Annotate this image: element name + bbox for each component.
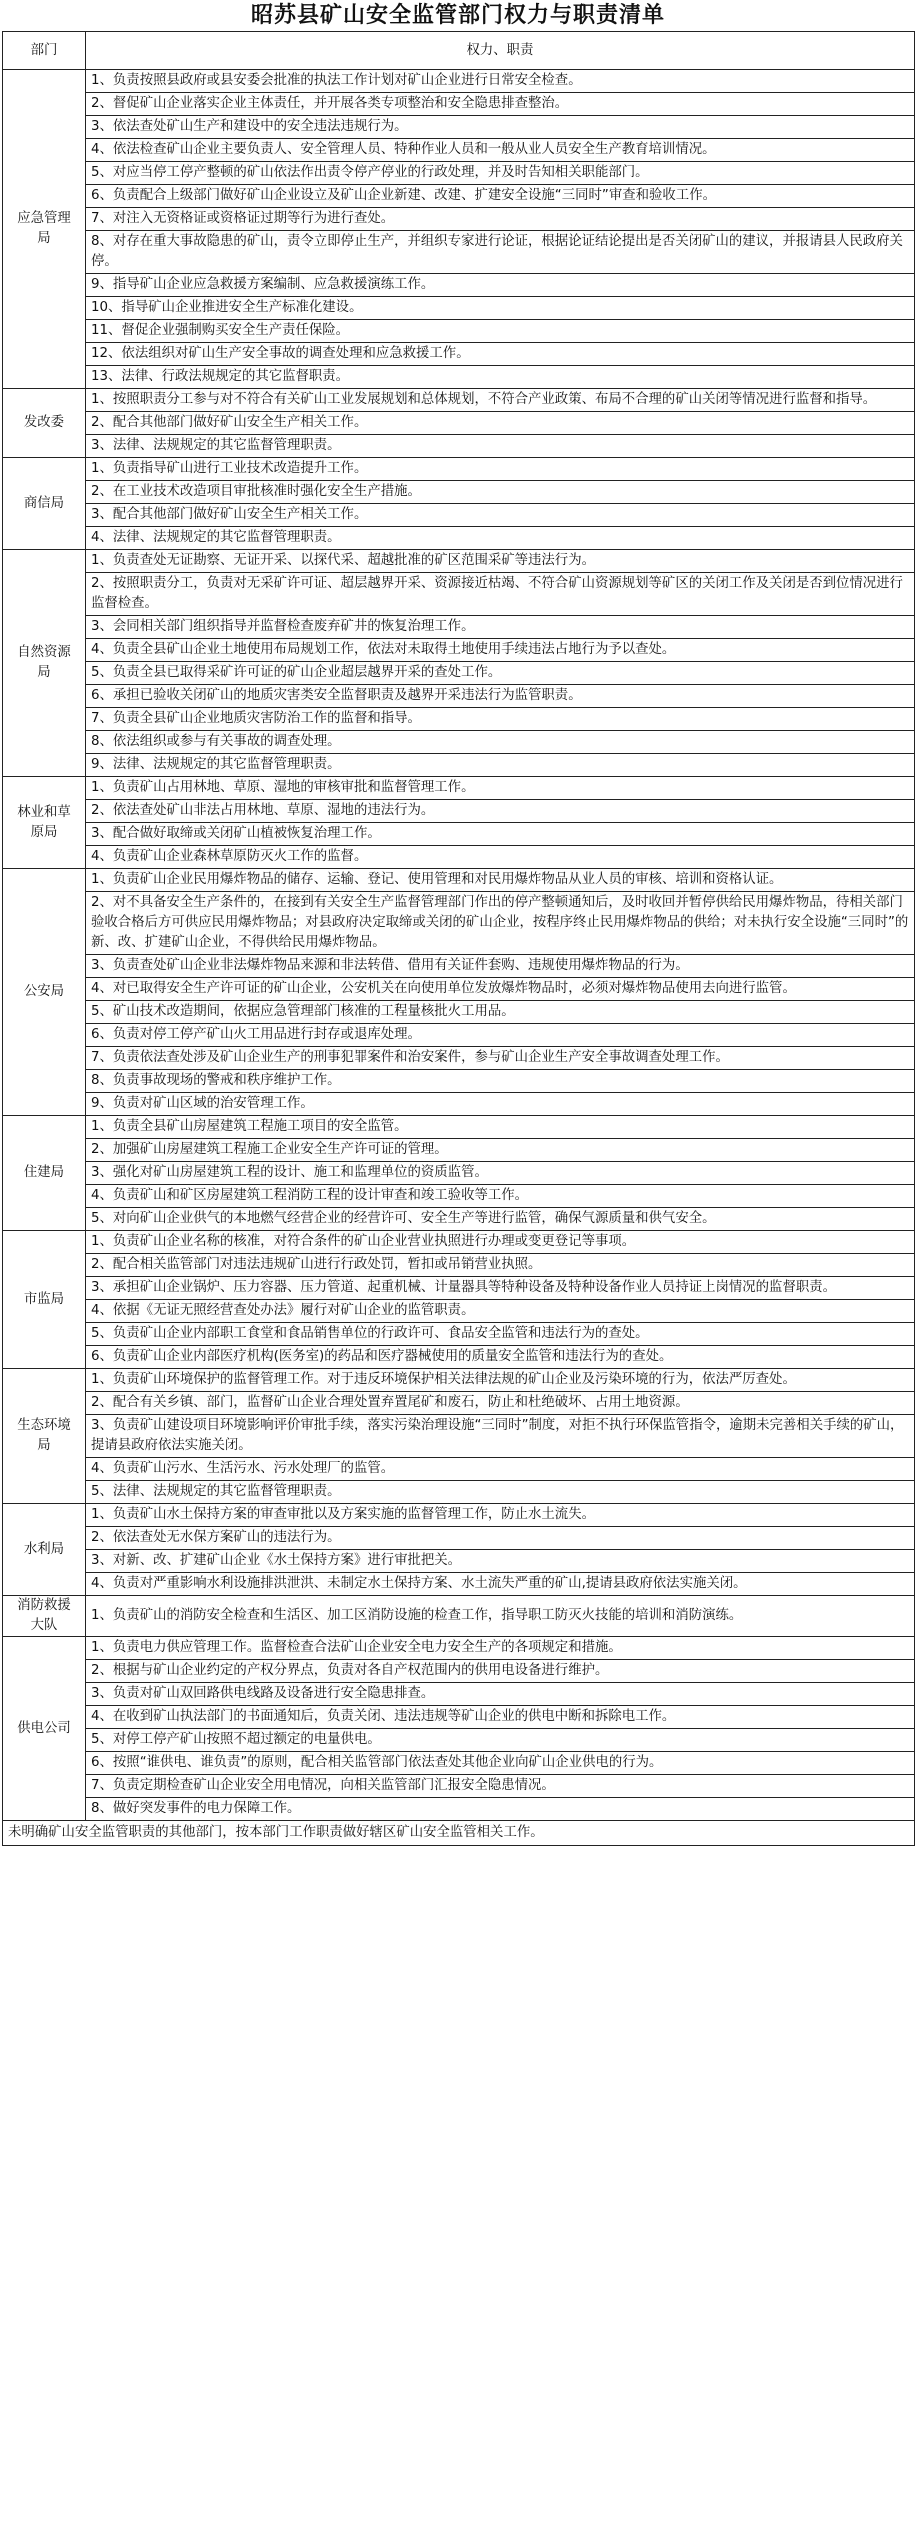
- department-cell: [3, 1596, 86, 1637]
- duty-cell: 13、法律、行政法规规定的其它监督职责。: [86, 366, 915, 389]
- table-row: [3, 139, 915, 162]
- department-cell: [3, 1504, 86, 1596]
- duty-cell: 4、法律、法规规定的其它监督管理职责。: [86, 527, 915, 550]
- table-row: [3, 1573, 915, 1596]
- table-row: [3, 1001, 915, 1024]
- duty-cell: 2、依法查处无水保方案矿山的违法行为。: [86, 1527, 915, 1550]
- department-name: 供电公司: [17, 1720, 71, 1736]
- table-row: [3, 343, 915, 366]
- document-title: 昭苏县矿山安全监管部门权力与职责清单: [250, 2, 665, 28]
- department-name: 自然资源局: [17, 645, 71, 680]
- table-row: [3, 639, 915, 662]
- table-row: [3, 1208, 915, 1231]
- header-duties: 权力、职责: [86, 32, 915, 70]
- table-row: [3, 955, 915, 978]
- table-row: [3, 1116, 915, 1139]
- table-row: [3, 1323, 915, 1346]
- table-row: [3, 1346, 915, 1369]
- table-row: [3, 366, 915, 389]
- duty-cell: 11、督促企业强制购买安全生产责任保险。: [86, 320, 915, 343]
- duty-cell: 3、承担矿山企业锅炉、压力容器、压力管道、起重机械、计量器具等特种设备及特种设备作业人员持证上岗情况的监督职责。: [86, 1277, 915, 1300]
- table-row: [3, 800, 915, 823]
- table-row: [3, 1300, 915, 1323]
- duty-cell: 4、负责全县矿山企业土地使用布局规划工作，依法对未取得土地使用手续违法占地行为予以查处。: [86, 639, 915, 662]
- table-row: [3, 1415, 915, 1458]
- duty-cell: 6、负责对停工停产矿山火工用品进行封存或退库处理。: [86, 1024, 915, 1047]
- duty-cell: 7、负责全县矿山企业地质灾害防治工作的监督和指导。: [86, 708, 915, 731]
- table-row: [3, 70, 915, 93]
- duty-cell: 5、负责全县已取得采矿许可证的矿山企业超层越界开采的查处工作。: [86, 662, 915, 685]
- duty-cell: 1、负责矿山占用林地、草原、湿地的审核审批和监督管理工作。: [86, 777, 915, 800]
- duty-cell: 2、配合相关监管部门对违法违规矿山进行行政处罚，暂扣或吊销营业执照。: [86, 1254, 915, 1277]
- table-row: [3, 708, 915, 731]
- table-row: [3, 1798, 915, 1821]
- table-row: [3, 162, 915, 185]
- duty-cell: 1、负责矿山的消防安全检查和生活区、加工区消防设施的检查工作，指导职工防灭火技能的培训和消防演练。: [86, 1596, 915, 1637]
- department-name: 水利局: [23, 1541, 65, 1557]
- duty-cell: 12、依法组织对矿山生产安全事故的调查处理和应急救援工作。: [86, 343, 915, 366]
- duty-cell: 2、根据与矿山企业约定的产权分界点，负责对各自产权范围内的供用电设备进行维护。: [86, 1660, 915, 1683]
- table-row: [3, 1277, 915, 1300]
- table-row: [3, 458, 915, 481]
- duty-cell: 4、负责矿山和矿区房屋建筑工程消防工程的设计审查和竣工验收等工作。: [86, 1185, 915, 1208]
- department-cell: [3, 1116, 86, 1231]
- duty-cell: 4、依据《无证无照经营查处办法》履行对矿山企业的监管职责。: [86, 1300, 915, 1323]
- duty-cell: 4、在收到矿山执法部门的书面通知后，负责关闭、违法违规等矿山企业的供电中断和拆除电工作。: [86, 1706, 915, 1729]
- table-row: [3, 616, 915, 639]
- table-row: [3, 1729, 915, 1752]
- table-row: [3, 1024, 915, 1047]
- table-row: [3, 777, 915, 800]
- table-row: [3, 1775, 915, 1798]
- duty-cell: 1、负责矿山企业名称的核准，对符合条件的矿山企业营业执照进行办理或变更登记等事项。: [86, 1231, 915, 1254]
- duty-cell: 2、对不具备安全生产条件的，在接到有关安全生产监督管理部门作出的停产整顿通知后，及时收回并暂停供给民用爆炸物品，待相关部门验收合格后方可供应民用爆炸物品；对县政府决定取缔或关闭的矿山企业，按程序终止民用爆炸物品的供给；对未执行安全设施“三同时”的新、改、扩建矿山企业，不得供给民用爆炸物品。: [86, 892, 915, 955]
- duty-cell: 3、负责矿山建设项目环境影响评价审批手续，落实污染治理设施“三同时”制度，对拒不执行环保监管指令，逾期未完善相关手续的矿山，提请县政府依法实施关闭。: [86, 1415, 915, 1458]
- table-row: [3, 1139, 915, 1162]
- department-name: 生态环境局: [17, 1418, 71, 1453]
- department-cell: [3, 70, 86, 389]
- duty-cell: 6、负责配合上级部门做好矿山企业设立及矿山企业新建、改建、扩建安全设施“三同时”审查和验收工作。: [86, 185, 915, 208]
- responsibility-table: [2, 31, 915, 1846]
- duty-cell: 7、对注入无资格证或资格证过期等行为进行查处。: [86, 208, 915, 231]
- duty-cell: 8、做好突发事件的电力保障工作。: [86, 1798, 915, 1821]
- duty-cell: 4、负责矿山企业森林草原防灭火工作的监督。: [86, 846, 915, 869]
- table-row: [3, 274, 915, 297]
- table-row: [3, 1550, 915, 1573]
- department-name: 公安局: [23, 984, 65, 999]
- duty-cell: 1、负责全县矿山房屋建筑工程施工项目的安全监管。: [86, 1116, 915, 1139]
- duty-cell: 1、负责查处无证勘察、无证开采、以探代采、超越批准的矿区范围采矿等违法行为。: [86, 550, 915, 573]
- table-body: [3, 70, 915, 1846]
- duty-cell: 3、依法查处矿山生产和建设中的安全违法违规行为。: [86, 116, 915, 139]
- duty-cell: 2、配合其他部门做好矿山安全生产相关工作。: [86, 412, 915, 435]
- table-row: [3, 389, 915, 412]
- table-row: [3, 320, 915, 343]
- department-name: 商信局: [23, 495, 65, 511]
- duty-cell: 3、法律、法规规定的其它监督管理职责。: [86, 435, 915, 458]
- duty-cell: 3、配合其他部门做好矿山安全生产相关工作。: [86, 504, 915, 527]
- duty-cell: 9、负责对矿山区域的治安管理工作。: [86, 1093, 915, 1116]
- table-row: [3, 208, 915, 231]
- table-row: [3, 527, 915, 550]
- department-cell: [3, 550, 86, 777]
- duty-cell: 2、依法查处矿山非法占用林地、草原、湿地的违法行为。: [86, 800, 915, 823]
- duty-cell: 4、对已取得安全生产许可证的矿山企业，公安机关在向使用单位发放爆炸物品时，必须对爆炸物品使用去向进行监管。: [86, 978, 915, 1001]
- duty-cell: 6、承担已验收关闭矿山的地质灾害类安全监督职责及越界开采违法行为监管职责。: [86, 685, 915, 708]
- duty-cell: 1、按照职责分工参与对不符合有关矿山工业发展规划和总体规划，不符合产业政策、布局不合理的矿山关闭等情况进行监督和指导。: [86, 389, 915, 412]
- table-row: [3, 978, 915, 1001]
- table-row: [3, 481, 915, 504]
- duty-cell: 6、负责矿山企业内部医疗机构(医务室)的药品和医疗器械使用的质量安全监管和违法行为的查处。: [86, 1346, 915, 1369]
- table-row: [3, 1660, 915, 1683]
- table-row: [3, 662, 915, 685]
- duty-cell: 4、依法检查矿山企业主要负责人、安全管理人员、特种作业人员和一般从业人员安全生产教育培训情况。: [86, 139, 915, 162]
- duty-cell: 8、负责事故现场的警戒和秩序维护工作。: [86, 1070, 915, 1093]
- department-cell: [3, 1369, 86, 1504]
- table-row: [3, 846, 915, 869]
- duty-cell: 3、强化对矿山房屋建筑工程的设计、施工和监理单位的资质监管。: [86, 1162, 915, 1185]
- table-row: [3, 1392, 915, 1415]
- department-cell: [3, 1231, 86, 1369]
- table-row: [3, 185, 915, 208]
- duty-cell: 1、负责指导矿山进行工业技术改造提升工作。: [86, 458, 915, 481]
- table-row: [3, 1752, 915, 1775]
- duty-cell: 5、对应当停工停产整顿的矿山依法作出责令停产停业的行政处理，并及时告知相关职能部门。: [86, 162, 915, 185]
- table-row: [3, 573, 915, 616]
- table-row: [3, 1070, 915, 1093]
- table-row: [3, 1637, 915, 1660]
- table-row: [3, 1458, 915, 1481]
- department-name: 林业和草原局: [17, 804, 71, 840]
- duty-cell: 9、指导矿山企业应急救援方案编制、应急救援演练工作。: [86, 274, 915, 297]
- department-name: 住建局: [23, 1165, 65, 1180]
- table-row: [3, 1683, 915, 1706]
- duty-cell: 1、负责按照县政府或县安委会批准的执法工作计划对矿山企业进行日常安全检查。: [86, 70, 915, 93]
- department-cell: [3, 458, 86, 550]
- duty-cell: 5、法律、法规规定的其它监督管理职责。: [86, 1481, 915, 1504]
- table-row: [3, 1185, 915, 1208]
- table-row: [3, 1369, 915, 1392]
- footer-note: 未明确矿山安全监管职责的其他部门，按本部门工作职责做好辖区矿山安全监管相关工作。: [3, 1821, 915, 1846]
- department-cell: [3, 1637, 86, 1821]
- table-row: [3, 1047, 915, 1070]
- table-row: [3, 823, 915, 846]
- duty-cell: 7、负责定期检查矿山企业安全用电情况，向相关监管部门汇报安全隐患情况。: [86, 1775, 915, 1798]
- table-row: [3, 435, 915, 458]
- table-row: [3, 1093, 915, 1116]
- department-name: 消防救援大队: [17, 1598, 71, 1633]
- table-row: [3, 685, 915, 708]
- table-row: [3, 1162, 915, 1185]
- duty-cell: 1、负责矿山水土保持方案的审查审批以及方案实施的监督管理工作，防止水土流失。: [86, 1504, 915, 1527]
- table-row: [3, 93, 915, 116]
- duty-cell: 1、负责电力供应管理工作。监督检查合法矿山企业安全电力安全生产的各项规定和措施。: [86, 1637, 915, 1660]
- table-row: [3, 892, 915, 955]
- department-cell: [3, 389, 86, 458]
- table-row: [3, 231, 915, 274]
- department-cell: [3, 869, 86, 1116]
- duty-cell: 3、对新、改、扩建矿山企业《水土保持方案》进行审批把关。: [86, 1550, 915, 1573]
- table-row: [3, 297, 915, 320]
- header-dept: 部门: [3, 32, 86, 70]
- duty-cell: 6、按照“谁供电、谁负责”的原则，配合相关监管部门依法查处其他企业向矿山企业供电的行为。: [86, 1752, 915, 1775]
- duty-cell: 7、负责依法查处涉及矿山企业生产的刑事犯罪案件和治安案件，参与矿山企业生产安全事故调查处理工作。: [86, 1047, 915, 1070]
- table-row: [3, 504, 915, 527]
- duty-cell: 2、加强矿山房屋建筑工程施工企业安全生产许可证的管理。: [86, 1139, 915, 1162]
- duty-cell: 5、对向矿山企业供气的本地燃气经营企业的经营许可、安全生产等进行监管，确保气源质量和供气安全。: [86, 1208, 915, 1231]
- duty-cell: 3、负责查处矿山企业非法爆炸物品来源和非法转借、借用有关证件套购、违规使用爆炸物品的行为。: [86, 955, 915, 978]
- duty-cell: 3、会同相关部门组织指导并监督检查废弃矿井的恢复治理工作。: [86, 616, 915, 639]
- duty-cell: 4、负责对严重影响水利设施排洪泄洪、未制定水土保持方案、水土流失严重的矿山,提请县政府依法实施关闭。: [86, 1573, 915, 1596]
- duty-cell: 8、依法组织或参与有关事故的调查处理。: [86, 731, 915, 754]
- duty-cell: 2、在工业技术改造项目审批核准时强化安全生产措施。: [86, 481, 915, 504]
- duty-cell: 2、配合有关乡镇、部门，监督矿山企业合理处置弃置尾矿和废石，防止和杜绝破坏、占用土地资源。: [86, 1392, 915, 1415]
- duty-cell: 2、按照职责分工，负责对无采矿许可证、超层越界开采、资源接近枯竭、不符合矿山资源规划等矿区的关闭工作及关闭是否到位情况进行监督检查。: [86, 573, 915, 616]
- table-row: [3, 1231, 915, 1254]
- table-row: [3, 1481, 915, 1504]
- table-row: [3, 754, 915, 777]
- duty-cell: 1、负责矿山环境保护的监督管理工作。对于违反环境保护相关法律法规的矿山企业及污染环境的行为，依法严厉查处。: [86, 1369, 915, 1392]
- table-row: [3, 116, 915, 139]
- duty-cell: 10、指导矿山企业推进安全生产标准化建设。: [86, 297, 915, 320]
- table-row: [3, 1706, 915, 1729]
- table-row: [3, 1596, 915, 1637]
- department-cell: [3, 777, 86, 869]
- duty-cell: 5、矿山技术改造期间，依据应急管理部门核准的工程量核批火工用品。: [86, 1001, 915, 1024]
- table-row: [3, 1504, 915, 1527]
- duty-cell: 1、负责矿山企业民用爆炸物品的储存、运输、登记、使用管理和对民用爆炸物品从业人员的审核、培训和资格认证。: [86, 869, 915, 892]
- duty-cell: 2、督促矿山企业落实企业主体责任，并开展各类专项整治和安全隐患排查整治。: [86, 93, 915, 116]
- duty-cell: 5、对停工停产矿山按照不超过额定的电量供电。: [86, 1729, 915, 1752]
- table-row: [3, 869, 915, 892]
- duty-cell: 9、法律、法规规定的其它监督管理职责。: [86, 754, 915, 777]
- duty-cell: 5、负责矿山企业内部职工食堂和食品销售单位的行政许可、食品安全监管和违法行为的查处。: [86, 1323, 915, 1346]
- table-header-row: [3, 32, 915, 70]
- duty-cell: 4、负责矿山污水、生活污水、污水处理厂的监管。: [86, 1458, 915, 1481]
- table-row: [3, 731, 915, 754]
- table-row: [3, 550, 915, 573]
- department-name: 市监局: [23, 1291, 65, 1307]
- table-row: [3, 1527, 915, 1550]
- department-name: 应急管理局: [17, 211, 71, 246]
- duty-cell: 8、对存在重大事故隐患的矿山，责令立即停止生产，并组织专家进行论证，根据论证结论提出是否关闭矿山的建议，并报请县人民政府关停。: [86, 231, 915, 274]
- duty-cell: 3、负责对矿山双回路供电线路及设备进行安全隐患排查。: [86, 1683, 915, 1706]
- duty-cell: 3、配合做好取缔或关闭矿山植被恢复治理工作。: [86, 823, 915, 846]
- department-name: 发改委: [23, 415, 65, 430]
- footer-row: [3, 1821, 915, 1846]
- table-row: [3, 412, 915, 435]
- table-row: [3, 1254, 915, 1277]
